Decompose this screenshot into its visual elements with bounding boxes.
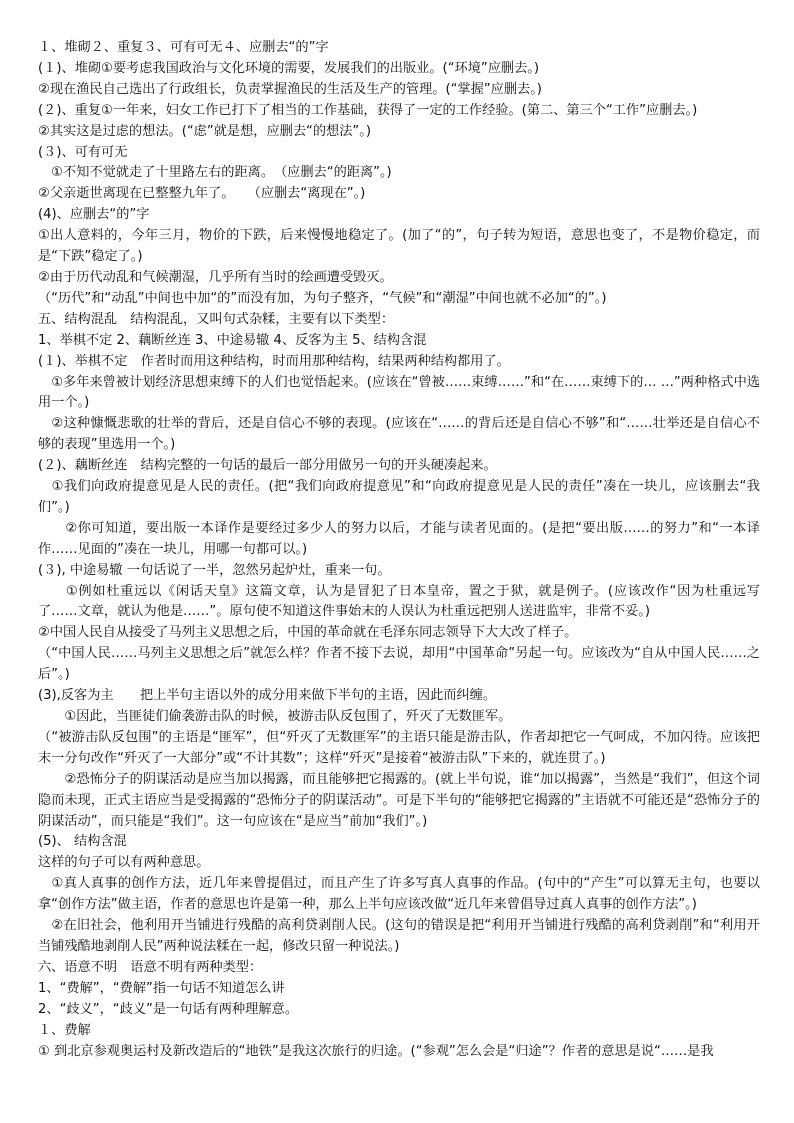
text-line: （“中国人民……马列主义思想之后”就怎么样？作者不接下去说，却用“中国革命”另起一句。应该改为“自从中国人民……之后”。) bbox=[38, 646, 760, 683]
text-line: 1、举棋不定 2、藕断丝连 3、中途易辙 4、反客为主 5、结构含混 bbox=[38, 332, 427, 348]
text-line: ②恐怖分子的阴谋活动是应当加以揭露，而且能够把它揭露的。(就上半句说，谁“加以揭露”，当然是“我们”，但这个词隐而未现，正式主语应当是受揭露的“恐怖分子的阴谋活动”。可是下半句的“能够把它揭露的”主语就不可能还是“恐怖分子的阴谋活动”，而只能是“我们”。这一句应该在“是应当”前加“我们”。) bbox=[38, 771, 760, 829]
text-line: ①因此，当匪徒们偷袭游击队的时候，被游击队反包围了，歼灭了无数匪军。 bbox=[38, 709, 512, 724]
text-line: 六、语意不明 语意不明有两种类型： bbox=[38, 959, 263, 975]
text-line: (１)、举棋不定 作者时而用这种结构，时而用那种结构，结果两种结构都用了。 bbox=[38, 353, 510, 369]
text-line: 2、“歧义”，“歧义”是一句话有两种理解意。 bbox=[38, 1001, 298, 1017]
text-line: 五、结构混乱 结构混乱，又叫句式杂糅，主要有以下类型： bbox=[38, 311, 395, 327]
text-line: 1、“费解”，“费解”指一句话不知道怎么讲 bbox=[38, 980, 285, 996]
text-line: (4)、应删去“的”字 bbox=[38, 207, 150, 223]
text-line: ①真人真事的创作方法，近几年来曾提倡过，而且产生了许多写真人真事的作品。(句中的“产生”可以算无主句，也要以拿“创作方法”做主语，作者的意思也许是第一种，那么上半句应该改做“近几年来曾倡导过真人真事的创作方法”。) bbox=[38, 876, 760, 913]
text-line: ②现在渔民自己选出了行政组长，负责掌握渔民的生活及生产的管理。(“掌握”应删去。) bbox=[38, 81, 542, 97]
text-line: （“被游击队反包围”的主语是“匪军”，但“歼灭了无数匪军”的主语只能是游击队，作者却把它一气呵成，不加闪待。应该把末一分句改作“歼灭了一大部分”或“不计其数”；这样“歼灭”是接着“被游击队”下来的，就连贯了。) bbox=[38, 729, 760, 766]
text-line: (3),反客为主 把上半句主语以外的成分用来做下半句的主语，因此而纠缠。 bbox=[38, 688, 497, 704]
text-line: (３)、可有可无 bbox=[38, 144, 128, 160]
text-line: （“历代”和“动乱”中间也中加“的”而没有加，为句子整齐，“气候”和“潮湿”中间也就不必加“的”。) bbox=[38, 290, 607, 306]
text-line: １、费解 bbox=[38, 1022, 91, 1038]
text-line: (３), 中途易辙 一句话说了一半，忽然另起炉灶，重来一句。 bbox=[38, 562, 391, 578]
text-line: ②这种慷慨悲歌的壮举的背后，还是自信心不够的表现。(应该在“……的背后还是自信心不够”和“……壮举还是自信心不够的表现”里选用一个。) bbox=[38, 416, 760, 453]
text-line: ① 到北京参观奥运村及新改造后的“地铁”是我这次旅行的归途。(“参观”怎么会是“归途”？作者的意思是说“……是我 bbox=[38, 1043, 714, 1059]
text-line: ①出人意料的，今年三月，物价的下跌，后来慢慢地稳定了。(加了“的”，句子转为短语，意思也变了，不是物价稳定，而是“下跌”稳定了。) bbox=[38, 228, 760, 265]
text-line: １、堆砌２、重复３、可有可无４、应删去“的”字 bbox=[38, 40, 329, 55]
text-line: ②父亲逝世离现在已整整九年了。 （应删去“离现在”。) bbox=[38, 186, 366, 202]
text-line: ①不知不觉就走了十里路左右的距离。 （应删去“的距离”。) bbox=[38, 165, 392, 181]
text-line: (5)、 结构含混 bbox=[38, 834, 127, 850]
text-line: ②其实这是过虑的想法。(“虑”就是想，应删去“的想法”。) bbox=[38, 123, 371, 139]
text-line: ①例如杜重远以《闲话天皇》这篇文章，认为是冒犯了日本皇帝，置之于狱，就是例子。(应该改作“因为杜重远写了……文章，就认为他是……”。原句使不知道这件事始末的人误认为杜重远把别人送进监牢，非常不妥。) bbox=[38, 583, 760, 620]
text-line: 这样的句子可以有两种意思。 bbox=[38, 855, 210, 871]
text-line: ②你可知道，要出版一本译作是要经过多少人的努力以后，才能与读者见面的。(是把“要出版……的努力”和“一本译作……见面的”凑在一块儿，用哪一句都可以。) bbox=[38, 520, 760, 557]
text-line: ②由于历代动乱和气候潮湿，几乎所有当时的绘画遭受毁灭。 bbox=[38, 269, 393, 285]
text-line: ②在旧社会，他利用开当铺进行残酷的高利贷剥削人民。(这句的错误是把“利用开当铺进行残酷的高利贷剥削”和“利用开当铺残酷地剥削人民”两种说法糅在一起，修改只留一种说法。) bbox=[38, 918, 760, 954]
text-line: (１)、堆砌①要考虑我国政治与文化环境的需要，发展我们的出版业。(“环境”应删去。) bbox=[38, 60, 540, 76]
text-line: ①多年来曾被计划经济思想束缚下的人们也觉悟起来。(应该在“曾被……束缚……”和“在……束缚下的… …”两种格式中选用一个。) bbox=[38, 374, 760, 411]
text-line: ①我们向政府提意见是人民的责任。(把“我们向政府提意见”和“向政府提意见是人民的责任”凑在一块儿，应该删去“我们”。) bbox=[38, 479, 760, 515]
text-line: (２)、重复①一年来，妇女工作已打下了相当的工作基础，获得了一定的工作经验。(第二、第三个“工作”应删去。) bbox=[38, 102, 698, 118]
text-line: (２)、藕断丝连 结构完整的一句话的最后一部分用做另一句的开头硬凑起来。 bbox=[38, 458, 497, 474]
text-line: ②中国人民自从接受了马列主义思想之后，中国的革命就在毛泽东同志领导下大大改了样子。 bbox=[38, 625, 578, 641]
